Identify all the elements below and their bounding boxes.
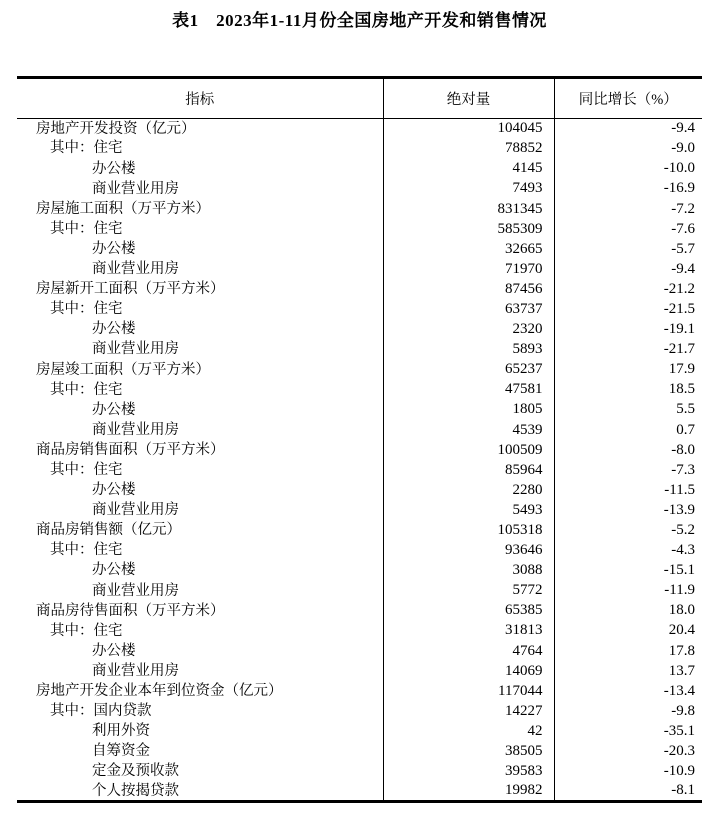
growth-value-cell: -11.9 (554, 581, 702, 601)
table-row (17, 420, 702, 440)
indicator-cell: 其中：国内贷款 (50, 703, 152, 720)
table-row (17, 641, 702, 661)
absolute-value-cell: 39583 (383, 762, 554, 782)
growth-value-cell: -9.4 (554, 259, 702, 279)
indicator-cell: 商业营业用房 (92, 341, 179, 358)
indicator-cell: 办公楼 (92, 562, 136, 579)
growth-value-cell: -10.0 (554, 159, 702, 179)
growth-value-cell: -15.1 (554, 561, 702, 581)
indicator-cell: 其中：住宅 (50, 381, 123, 398)
growth-value-cell: 17.9 (554, 360, 702, 380)
indicator-cell: 办公楼 (92, 482, 136, 499)
indicator-cell: 办公楼 (92, 321, 136, 338)
table-row (17, 500, 702, 520)
header-row (17, 78, 702, 119)
indicator-cell: 其中：住宅 (50, 622, 123, 639)
absolute-value-cell: 65237 (383, 360, 554, 380)
absolute-value-cell: 117044 (383, 681, 554, 701)
growth-value-cell: 0.7 (554, 420, 702, 440)
indicator-cell: 商业营业用房 (92, 582, 179, 599)
absolute-value-cell: 19982 (383, 782, 554, 802)
table-row (17, 520, 702, 540)
absolute-value-cell: 831345 (383, 199, 554, 219)
absolute-value-cell: 4539 (383, 420, 554, 440)
header-absolute: 绝对量 (383, 78, 554, 119)
absolute-value-cell: 65385 (383, 601, 554, 621)
growth-value-cell: 13.7 (554, 661, 702, 681)
indicator-cell: 其中：住宅 (50, 301, 123, 318)
growth-value-cell: -21.2 (554, 279, 702, 299)
indicator-cell: 个人按揭贷款 (92, 782, 179, 799)
table-row (17, 681, 702, 701)
growth-value-cell: -21.7 (554, 340, 702, 360)
indicator-cell: 商业营业用房 (92, 421, 179, 438)
growth-value-cell: -9.0 (554, 139, 702, 159)
absolute-value-cell: 4764 (383, 641, 554, 661)
indicator-cell: 房地产开发企业本年到位资金（亿元） (36, 683, 283, 700)
absolute-value-cell: 93646 (383, 541, 554, 561)
growth-value-cell: -9.8 (554, 701, 702, 721)
indicator-cell: 办公楼 (92, 642, 136, 659)
growth-value-cell: -20.3 (554, 742, 702, 762)
indicator-cell: 商业营业用房 (92, 180, 179, 197)
absolute-value-cell: 38505 (383, 742, 554, 762)
indicator-cell: 自筹资金 (92, 743, 150, 760)
table-row (17, 279, 702, 299)
absolute-value-cell: 2280 (383, 480, 554, 500)
indicator-cell: 房屋新开工面积（万平方米） (36, 281, 225, 298)
growth-value-cell: 5.5 (554, 400, 702, 420)
indicator-cell: 其中：住宅 (50, 220, 123, 237)
table-row (17, 400, 702, 420)
indicator-cell: 办公楼 (92, 401, 136, 418)
growth-value-cell: -4.3 (554, 541, 702, 561)
absolute-value-cell: 2320 (383, 320, 554, 340)
absolute-value-cell: 71970 (383, 259, 554, 279)
growth-value-cell: -8.1 (554, 782, 702, 802)
table-title: 表1 2023年1-11月份全国房地产开发和销售情况 (172, 11, 547, 30)
table-row (17, 581, 702, 601)
absolute-value-cell: 5772 (383, 581, 554, 601)
table-row (17, 219, 702, 239)
growth-value-cell: -5.2 (554, 520, 702, 540)
table-row (17, 320, 702, 340)
indicator-cell: 其中：住宅 (50, 461, 123, 478)
growth-value-cell: 18.0 (554, 601, 702, 621)
header-indicator: 指标 (17, 78, 383, 119)
growth-value-cell: -35.1 (554, 721, 702, 741)
table-row (17, 340, 702, 360)
growth-value-cell: -21.5 (554, 299, 702, 319)
indicator-cell: 商业营业用房 (92, 662, 179, 679)
absolute-value-cell: 87456 (383, 279, 554, 299)
absolute-value-cell: 47581 (383, 380, 554, 400)
indicator-cell: 其中：住宅 (50, 542, 123, 559)
table-row (17, 541, 702, 561)
table-header (17, 78, 702, 119)
indicator-cell: 办公楼 (92, 160, 136, 177)
table-row (17, 742, 702, 762)
absolute-value-cell: 3088 (383, 561, 554, 581)
absolute-value-cell: 14227 (383, 701, 554, 721)
absolute-value-cell: 7493 (383, 179, 554, 199)
growth-value-cell: -13.4 (554, 681, 702, 701)
table-row (17, 159, 702, 179)
table-row (17, 259, 702, 279)
growth-value-cell: -8.0 (554, 440, 702, 460)
table-row (17, 380, 702, 400)
growth-value-cell: -9.4 (554, 119, 702, 139)
indicator-cell: 办公楼 (92, 240, 136, 257)
table-row (17, 601, 702, 621)
growth-value-cell: -5.7 (554, 239, 702, 259)
growth-value-cell: 18.5 (554, 380, 702, 400)
absolute-value-cell: 1805 (383, 400, 554, 420)
table-body (17, 119, 702, 802)
table-row (17, 139, 702, 159)
indicator-cell: 房屋施工面积（万平方米） (36, 200, 210, 217)
indicator-cell: 商品房销售面积（万平方米） (36, 441, 225, 458)
table-row (17, 480, 702, 500)
header-growth: 同比增长（%） (554, 78, 702, 119)
table-row (17, 239, 702, 259)
table-row (17, 561, 702, 581)
table-row (17, 782, 702, 802)
absolute-value-cell: 63737 (383, 299, 554, 319)
absolute-value-cell: 85964 (383, 460, 554, 480)
table-row (17, 721, 702, 741)
table-row (17, 701, 702, 721)
absolute-value-cell: 4145 (383, 159, 554, 179)
growth-value-cell: -16.9 (554, 179, 702, 199)
table-row (17, 621, 702, 641)
indicator-cell: 商品房待售面积（万平方米） (36, 602, 225, 619)
indicator-cell: 商品房销售额（亿元） (36, 522, 181, 539)
absolute-value-cell: 585309 (383, 219, 554, 239)
indicator-cell: 房地产开发投资（亿元） (36, 120, 196, 137)
absolute-value-cell: 31813 (383, 621, 554, 641)
absolute-value-cell: 5493 (383, 500, 554, 520)
growth-value-cell: -7.2 (554, 199, 702, 219)
absolute-value-cell: 14069 (383, 661, 554, 681)
table-row (17, 661, 702, 681)
table-row (17, 119, 702, 139)
growth-value-cell: -11.5 (554, 480, 702, 500)
table-row (17, 440, 702, 460)
indicator-cell: 利用外资 (92, 723, 150, 740)
absolute-value-cell: 5893 (383, 340, 554, 360)
growth-value-cell: -10.9 (554, 762, 702, 782)
absolute-value-cell: 100509 (383, 440, 554, 460)
indicator-cell: 商业营业用房 (92, 261, 179, 278)
real-estate-stats-table (17, 76, 702, 803)
indicator-cell: 房屋竣工面积（万平方米） (36, 361, 210, 378)
growth-value-cell: -13.9 (554, 500, 702, 520)
indicator-cell: 其中：住宅 (50, 140, 123, 157)
growth-value-cell: -7.6 (554, 219, 702, 239)
table-row (17, 762, 702, 782)
table-row (17, 299, 702, 319)
absolute-value-cell: 105318 (383, 520, 554, 540)
indicator-cell: 商业营业用房 (92, 502, 179, 519)
table-row (17, 360, 702, 380)
table-row (17, 460, 702, 480)
growth-value-cell: 20.4 (554, 621, 702, 641)
growth-value-cell: 17.8 (554, 641, 702, 661)
absolute-value-cell: 78852 (383, 139, 554, 159)
table-row (17, 199, 702, 219)
absolute-value-cell: 32665 (383, 239, 554, 259)
growth-value-cell: -19.1 (554, 320, 702, 340)
table-row (17, 179, 702, 199)
absolute-value-cell: 104045 (383, 119, 554, 139)
indicator-cell: 定金及预收款 (92, 763, 179, 780)
absolute-value-cell: 42 (383, 721, 554, 741)
growth-value-cell: -7.3 (554, 460, 702, 480)
